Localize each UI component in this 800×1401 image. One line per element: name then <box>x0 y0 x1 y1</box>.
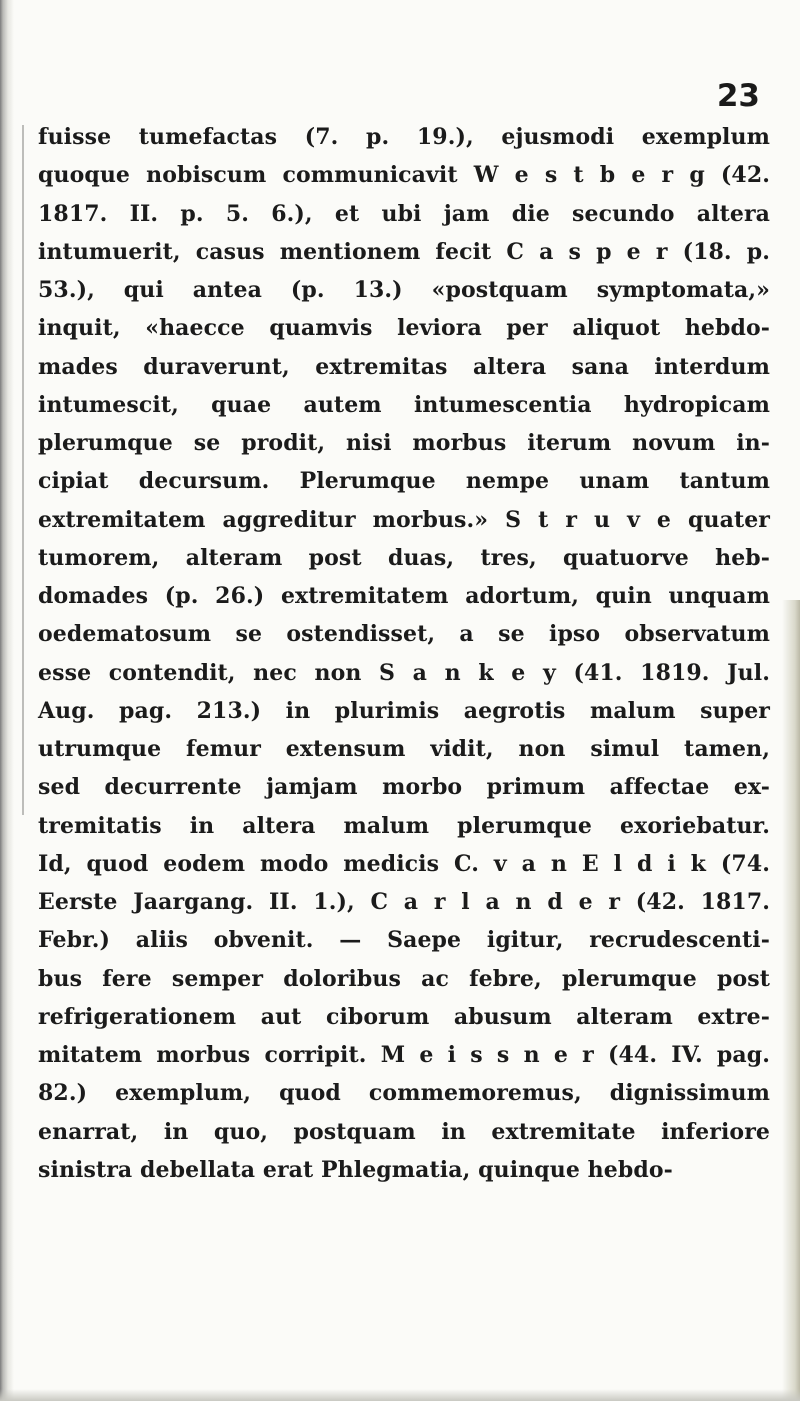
text-line: bus fere semper doloribus ac febre, plerumque post <box>38 965 770 992</box>
text-line: oedematosum se ostendisset, a se ipso observatum <box>38 621 770 648</box>
text-line: 82.) exemplum, quod commemoremus, dignissimum <box>38 1080 770 1107</box>
body-text <box>38 118 770 1189</box>
text-line: Aug. pag. 213.) in plurimis aegrotis malum super <box>38 697 770 724</box>
text-line: refrigerationem aut ciborum abusum alteram extre- <box>38 1003 770 1030</box>
text-line: tumorem, alteram post duas, tres, quatuorve heb- <box>38 544 770 571</box>
text-line: mades duraverunt, extremitas altera sana interdum <box>38 353 770 380</box>
text-line: quoque nobiscum communicavit W e s t b e r g (42. <box>38 162 770 189</box>
text-line: domades (p. 26.) extremitatem adortum, quin unquam <box>38 583 770 609</box>
text-line: Id, quod eodem modo medicis C. v a n E l d i k (74. <box>38 850 770 877</box>
text-line: sed decurrente jamjam morbo primum affectae ex- <box>38 774 770 801</box>
text-line: intumescit, quae autem intumescentia hydropicam <box>38 391 770 418</box>
binding-rule <box>22 125 24 815</box>
text-line: fuisse tumefactas (7. p. 19.), ejusmodi exemplum <box>38 124 770 150</box>
text-line: plerumque se prodit, nisi morbus iterum novum in- <box>38 430 770 456</box>
page-bottom-shadow <box>0 1389 800 1401</box>
text-line: enarrat, in quo, postquam in extremitate inferiore <box>38 1118 770 1145</box>
text-line: intumuerit, casus mentionem fecit C a s p e r (18. p. <box>38 238 770 265</box>
text-line: 53.), qui antea (p. 13.) «postquam symptomata,» <box>38 277 770 303</box>
binding-shadow <box>0 0 14 1401</box>
text-line: sinistra debellata erat Phlegmatia, quinque hebdo- <box>38 1156 673 1183</box>
text-line: mitatem morbus corripit. M e i s s n e r (44. IV. pag. <box>38 1042 770 1068</box>
page-edge-shadow <box>782 600 800 1401</box>
text-line: Febr.) aliis obvenit. — Saepe igitur, recrudescenti- <box>38 927 770 954</box>
text-line: utrumque femur extensum vidit, non simul tamen, <box>38 736 770 762</box>
text-line: inquit, «haecce quamvis leviora per aliquot hebdo- <box>38 315 770 342</box>
text-line: tremitatis in altera malum plerumque exoriebatur. <box>38 812 770 839</box>
text-line: esse contendit, nec non S a n k e y (41. 1819. Jul. <box>38 659 770 686</box>
text-line: Eerste Jaargang. II. 1.), C a r l a n d e r (42. 1817. <box>38 889 770 915</box>
text-line: extremitatem aggreditur morbus.» S t r u v e quater <box>38 506 770 533</box>
page-number: 23 <box>716 78 760 114</box>
text-line: 1817. II. p. 5. 6.), et ubi jam die secundo altera <box>38 200 770 227</box>
text-line: cipiat decursum. Plerumque nempe unam tantum <box>38 468 770 495</box>
